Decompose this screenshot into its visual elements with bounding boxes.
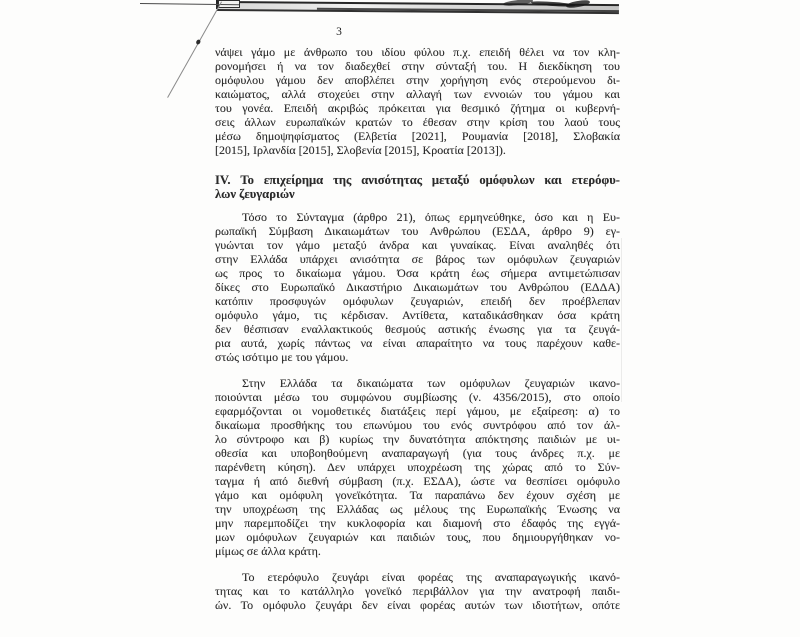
text-line: ομόφυλου γάμου δεν αποβλέπει στην χορήγηση ενός στερούμενου δι- [215, 73, 620, 87]
text-line: οθεσία και υποβοηθούμενη αναπαραγωγή (για τους άνδρες π.χ. με [215, 446, 620, 460]
text-line: ών. Το ομόφυλο ζευγάρι δεν είναι φορέας αυτών των ιδιοτήτων, οπότε [215, 598, 620, 612]
text-line: ρια αυτά, χωρίς πάντως να είναι απαραίτητο να τους παρέχουν καθε- [215, 336, 620, 350]
text-line: [2015], Ιρλανδία [2015], Σλοβενία [2015], Κροατία [2013]). [215, 143, 506, 157]
text-line: ομόφυλο γάμο, τις κέρδισαν. Αντίθετα, καταδικάσθηκαν όσα κράτη [215, 308, 620, 322]
text-line: γάμο και ομόφυλη γονεϊκότητα. Τα παραπάνω δεν έχουν σχέση με [215, 488, 620, 502]
text-block [215, 45, 620, 624]
crease-line-artifact [167, 2, 222, 98]
text-line: Το ετερόφυλο ζευγάρι είναι φορέας της αναπαραγωγικής ικανό- [242, 570, 620, 584]
text-line: νάψει γάμο με άνθρωπο του ιδίου φύλου π.χ. επειδή θέλει να τον κλη- [215, 45, 620, 59]
text-line: Στην Ελλάδα τα δικαιώματα των ομόφυλων ζευγαριών ικανο- [242, 376, 620, 390]
faint-page-edge-artifact [621, 238, 622, 402]
text-line: γυώνται τον γάμο μεταξύ άνδρα και γυναίκας. Είναι αναληθές ότι [215, 238, 620, 252]
text-line: λο σύντροφο και β) κυρίως την δυνατότητα απόκτησης παιδιών με υι- [215, 432, 620, 446]
section-heading [215, 173, 620, 201]
text-line: στην Ελλάδα υπάρχει ανισότητα σε βάρος των ομόφυλων ζευγαριών [215, 252, 620, 266]
text-line: εφαρμόζονται οι νομοθετικές διατάξεις περί γάμου, με εξαίρεση: α) το [215, 404, 620, 418]
text-line: του γονέα. Επειδή ακριβώς πρόκειται για θεσμικό ζήτημα οι κυβερνή- [215, 101, 620, 115]
text-line: τητας και το κατάλληλο γονεϊκό περιβάλλον για την ανατροφή παιδι- [215, 584, 620, 598]
text-line: μέσω δημοψηφίσματος (Ελβετία [2021], Ρουμανία [2018], Σλοβακία [215, 129, 620, 143]
text-line: Τόσο το Σύνταγμα (άρθρο 21), όπως ερμηνεύθηκε, όσο και η Ευ- [242, 210, 620, 224]
heading-line: IV. Το επιχείρημα της ανισότητας μεταξύ ομόφυλων και ετερόφυ- [215, 173, 620, 187]
page-number: 3 [336, 26, 342, 38]
text-line: μων ομόφυλων ζευγαριών και παιδιών τους, που δημιουργήθηκαν νο- [215, 530, 620, 544]
text-line: την υποχρέωση της Ελλάδας ως μέλους της Ευρωπαϊκής Ένωσης να [215, 502, 620, 516]
text-line: δικαίωμα προσθήκης του επωνύμου του ενός συντρόφου από τον άλ- [215, 418, 620, 432]
text-line: ποιούνται μέσω του συμφώνου συμβίωσης (ν. 4356/2015), στο οποίο [215, 390, 620, 404]
text-line: σεις άλλων ευρωπαϊκών κρατών το έθεσαν στην κρίση του λαού τους [215, 115, 620, 129]
scan-edge-dark-line [317, 8, 619, 12]
text-line: παρένθετη κύηση). Δεν υπάρχει υποχρέωση της χώρας από το Σύν- [215, 460, 620, 474]
text-line: δίκες στο Ευρωπαϊκό Δικαστήριο Δικαιωμάτων του Ανθρώπου (ΕΔΔΑ) [215, 280, 620, 294]
text-line: ως προς το δικαίωμα γάμου. Όσα κράτη έως σήμερα αντιμετώπισαν [215, 266, 620, 280]
text-line: κατόπιν προσφυγών ομόφυλων ζευγαριών, επειδή δεν προέβλεπαν [215, 294, 620, 308]
text-line: καιώματος, αλλά στοχεύει στην αλλαγή των εννοιών του γάμου και [215, 87, 620, 101]
text-line: ρωπαϊκή Σύμβαση Δικαιωμάτων του Ανθρώπου (ΕΣΔΑ, άρθρο 9) εγ- [215, 224, 620, 238]
text-line: μίμως σε άλλα κράτη. [215, 544, 321, 558]
text-line: ρονομήσει ή να τον διαδεχθεί στην σύνταξή του. Η διεκδίκηση του [215, 59, 620, 73]
scan-edge-left-line-artifact [140, 3, 239, 5]
text-line: στώς ισότιμο με του γάμου. [215, 350, 349, 364]
text-line: δεν θέσπισαν εναλλακτικούς θεσμούς αστικής ένωσης για τα ζευγά- [215, 322, 620, 336]
text-line: μην παρεμποδίζει την κυκλοφορία και διαμονή στο έδαφός της εγγά- [215, 516, 620, 530]
heading-line: λων ζευγαριών [215, 187, 295, 201]
text-line: ταγμα ή από διεθνή σύμβαση (π.χ. ΕΣΔΑ), ώστε να θεσπίσει ομόφυλο [215, 474, 620, 488]
